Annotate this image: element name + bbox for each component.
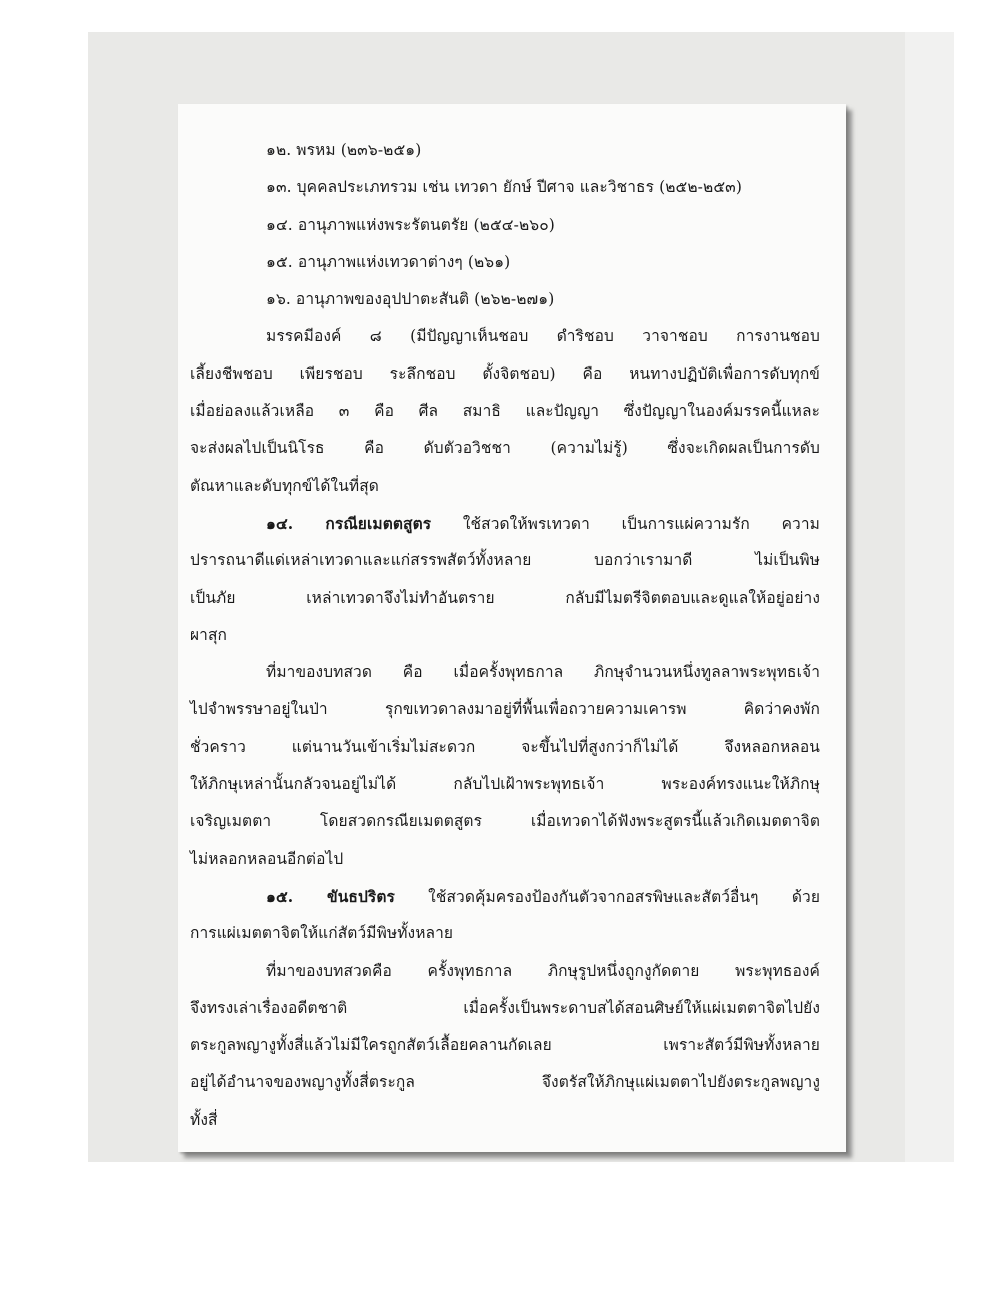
list-item: ๑๓. บุคคลประเภทรวม เช่น เทวดา ยักษ์ ปีศาจ และวิชาธร (๒๕๒-๒๕๓) xyxy=(266,178,743,197)
paragraph-line: เป็นภัย เหล่าเทวดาจึงไม่ทำอันตราย กลับมีไมตรีจิตตอบและดูแลให้อยู่อย่าง xyxy=(190,588,820,607)
paragraph-line: ให้ภิกษุเหล่านั้นกลัวจนอยู่ไม่ได้ กลับไปเฝ้าพระพุทธเจ้า พระองค์ทรงแนะให้ภิกษุ xyxy=(190,775,820,794)
page-text xyxy=(190,132,820,1139)
paragraph-line-text: ใช้สวดให้พรเทวดา เป็นการแผ่ความรัก ความ xyxy=(431,514,820,533)
section-15-heading: ๑๕. ขันธปริตร xyxy=(266,886,395,906)
paragraph-line: อยู่ได้อำนาจของพญางูทั้งสี่ตระกูล จึงตรัสให้ภิกษุแผ่เมตตาไปยังตระกูลพญางู xyxy=(190,1073,820,1092)
book-page xyxy=(178,104,846,1152)
paragraph-line: เจริญเมตตา โดยสวดกรณียเมตตสูตร เมื่อเทวดาได้ฟังพระสูตรนี้แล้วเกิดเมตตาจิต xyxy=(190,812,820,831)
paragraph-line: ไม่หลอกหลอนอีกต่อไป xyxy=(190,849,344,868)
paragraph-line-text: ใช้สวดคุ้มครองป้องกันตัวจากอสรพิษและสัตว์อื่นๆ ด้วย xyxy=(394,887,820,906)
scan-edge xyxy=(905,32,954,1162)
section-15-first-line xyxy=(190,878,820,915)
paragraph-line: ที่มาของบทสวด คือ เมื่อครั้งพุทธกาล ภิกษุจำนวนหนึ่งทูลลาพระพุทธเจ้า xyxy=(266,663,820,682)
section-14-heading: ๑๔. กรณียเมตตสูตร xyxy=(266,513,432,533)
section-14-first-line xyxy=(190,505,820,542)
paragraph-line: ผาสุก xyxy=(190,625,228,644)
paragraph-line: ที่มาของบทสวดคือ ครั้งพุทธกาล ภิกษุรูปหนึ่งถูกงูกัดตาย พระพุทธองค์ xyxy=(266,961,820,980)
paragraph-line: ตัณหาและดับทุกข์ได้ในที่สุด xyxy=(190,476,379,495)
paragraph-line: ทั้งสี่ xyxy=(190,1110,218,1129)
paragraph-line: ตระกูลพญางูทั้งสี่แล้วไม่มีใครถูกสัตว์เลื้อยคลานกัดเลย เพราะสัตว์มีพิษทั้งหลาย xyxy=(190,1036,820,1055)
paragraph-line: ไปจำพรรษาอยู่ในป่า รุกขเทวดาลงมาอยู่ที่พื้นเพื่อถวายความเคารพ คิดว่าคงพัก xyxy=(190,700,820,719)
list-item: ๑๖. อานุภาพของอุปปาตะสันติ (๒๖๒-๒๗๑) xyxy=(266,290,555,309)
list-item: ๑๒. พรหม (๒๓๖-๒๕๑) xyxy=(266,141,422,159)
paragraph-line: เลี้ยงชีพชอบ เพียรชอบ ระลึกชอบ ตั้งจิตชอบ) คือ หนทางปฏิบัติเพื่อการดับทุกข์ xyxy=(190,364,820,383)
list-item: ๑๔. อานุภาพแห่งพระรัตนตรัย (๒๕๔-๒๖๐) xyxy=(266,215,555,234)
paragraph-line: มรรคมีองค์ ๘ (มีปัญญาเห็นชอบ ดำริชอบ วาจาชอบ การงานชอบ xyxy=(266,327,820,346)
paragraph-line: ปรารถนาดีแด่เหล่าเทวดาและแก่สรรพสัตว์ทั้งหลาย บอกว่าเรามาดี ไม่เป็นพิษ xyxy=(190,551,820,570)
paragraph-line: ชั่วคราว แต่นานวันเข้าเริ่มไม่สะดวก จะขึ้นไปที่สูงกว่าก็ไม่ได้ จึงหลอกหลอน xyxy=(190,737,820,756)
paragraph-line: เมื่อย่อลงแล้วเหลือ ๓ คือ ศีล สมาธิ และปัญญา ซึ่งปัญญาในองค์มรรคนี้แหละ xyxy=(190,402,820,421)
paragraph-line: จึงทรงเล่าเรื่องอดีตชาติ เมื่อครั้งเป็นพระดาบสได้สอนศิษย์ให้แผ่เมตตาจิตไปยัง xyxy=(190,998,820,1017)
list-item: ๑๕. อานุภาพแห่งเทวดาต่างๆ (๒๖๑) xyxy=(266,252,511,271)
paragraph-line: จะส่งผลไปเป็นนิโรธ คือ ดับตัวอวิชชา (ความไม่รู้) ซึ่งจะเกิดผลเป็นการดับ xyxy=(190,439,820,458)
paragraph-line: การแผ่เมตตาจิตให้แก่สัตว์มีพิษทั้งหลาย xyxy=(190,924,454,943)
